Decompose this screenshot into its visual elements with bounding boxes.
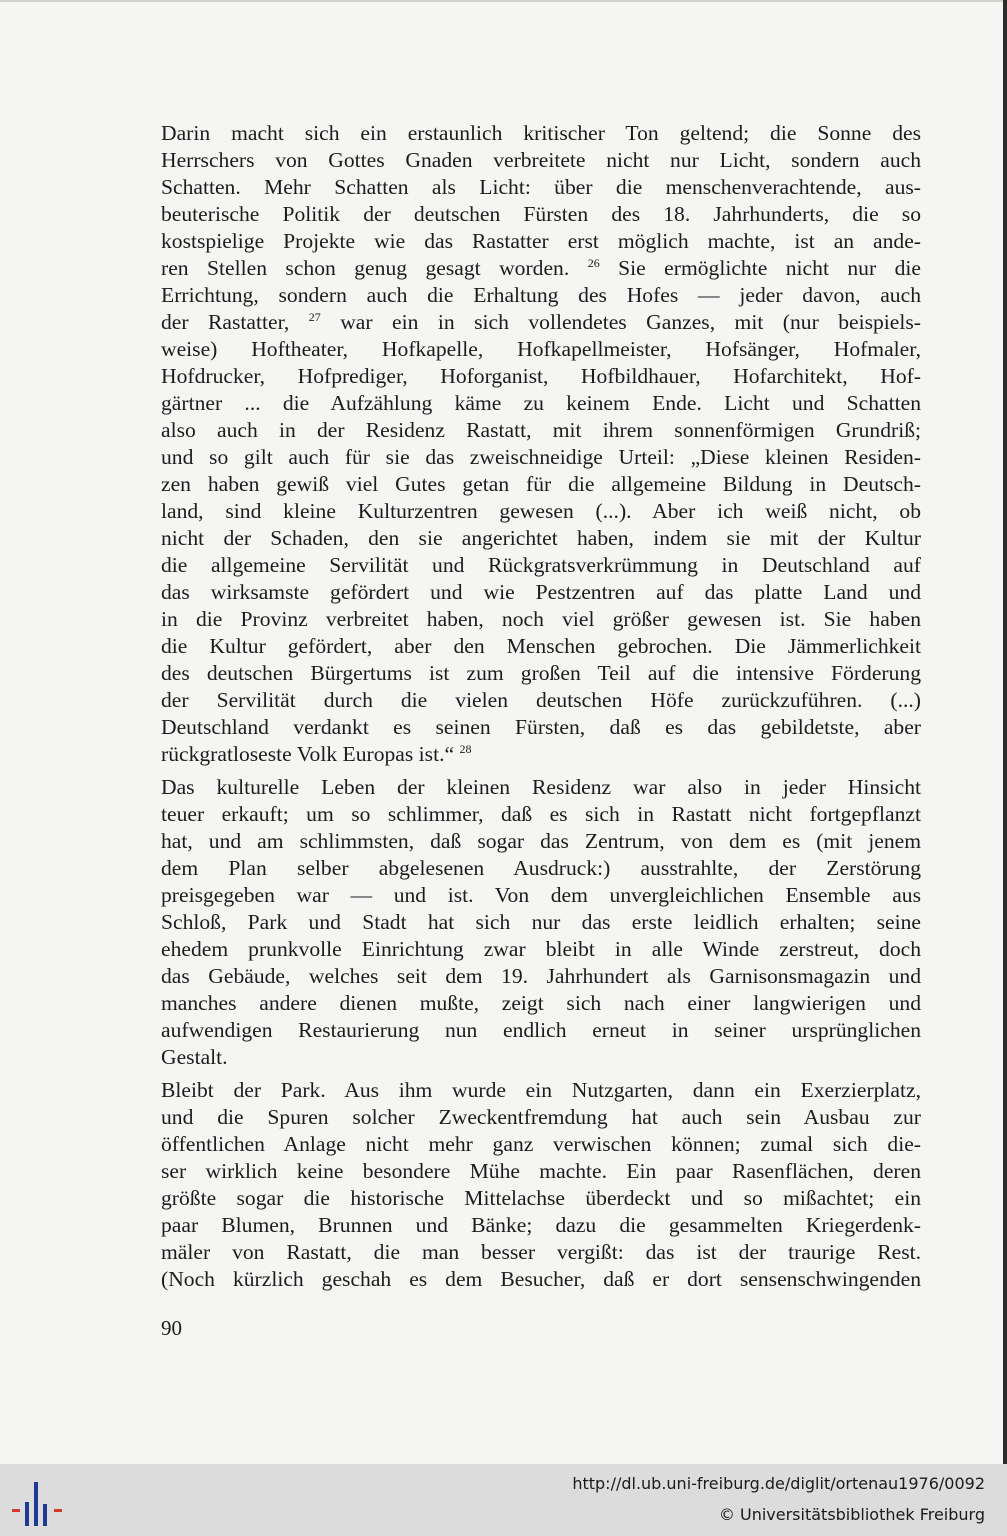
text-line: ser wirklich keine besondere Mühe machte. Ein paar Rasenflächen, deren: [161, 1159, 921, 1183]
text-line: des deutschen Bürgertums ist zum großen Teil auf die intensive Förderung: [161, 661, 921, 685]
page-number: 90: [161, 1316, 182, 1340]
text-line: die allgemeine Servilität und Rückgratsverkrümmung in Deutschland auf: [161, 553, 921, 577]
text-line: Darin macht sich ein erstaunlich kritischer Ton geltend; die Sonne des: [161, 121, 921, 145]
text-line: dem Plan selber abgelesenen Ausdruck:) ausstrahlte, der Zerstörung: [161, 856, 921, 880]
text-line: ehedem prunkvolle Einrichtung zwar bleibt in alle Winde zerstreut, doch: [161, 937, 921, 961]
text-line: der Servilität durch die vielen deutschen Höfe zurückzuführen. (...): [161, 688, 921, 712]
text-line: aufwendigen Restaurierung nun endlich erneut in seiner ursprünglichen: [161, 1018, 921, 1042]
text-line: größte sogar die historische Mittelachse überdeckt und so mißachtet; ein: [161, 1186, 921, 1210]
text-line: (Noch kürzlich geschah es dem Besucher, daß er dort sensenschwingenden: [161, 1267, 921, 1291]
copyright-notice: © Universitätsbibliothek Freiburg: [718, 1505, 985, 1524]
page-right-edge: [1003, 0, 1007, 1464]
text-line: Deutschland verdankt es seinen Fürsten, daß es das gebildetste, aber: [161, 715, 921, 739]
text-line: und so gilt auch für sie das zweischneidige Urteil: „Diese kleinen Residen-: [161, 445, 921, 469]
text-line: in die Provinz verbreitet haben, noch viel größer gewesen ist. Sie haben: [161, 607, 921, 631]
text-line: Schloß, Park und Stadt hat sich nur das erste leidlich erhalten; seine: [161, 910, 921, 934]
text-line: ren Stellen schon genug gesagt worden. $^{26}$ Sie ermöglichte nicht nur die: [161, 256, 921, 280]
paragraph: [161, 120, 921, 768]
text-line: Bleibt der Park. Aus ihm wurde ein Nutzgarten, dann ein Exerzierplatz,: [161, 1078, 921, 1102]
text-line: beuterische Politik der deutschen Fürsten des 18. Jahrhunderts, die so: [161, 202, 921, 226]
text-line: das Gebäude, welches seit dem 19. Jahrhundert als Garnisonsmagazin und: [161, 964, 921, 988]
footnote-ref: 27: [308, 310, 321, 324]
text-line: Hofdrucker, Hofprediger, Hoforganist, Hofbildhauer, Hofarchitekt, Hof-: [161, 364, 921, 388]
footnote-ref: 26: [587, 256, 600, 270]
text-line: gärtner ... die Aufzählung käme zu keinem Ende. Licht und Schatten: [161, 391, 921, 415]
paragraph: [161, 774, 921, 1071]
text-line: Schatten. Mehr Schatten als Licht: über die menschenverachtende, aus-: [161, 175, 921, 199]
footnote-ref: 28: [459, 742, 472, 756]
paragraph: [161, 1077, 921, 1293]
text-line: Herrschers von Gottes Gnaden verbreitete nicht nur Licht, sondern auch: [161, 148, 921, 172]
text-line: land, sind kleine Kulturzentren gewesen (...). Aber ich weiß nicht, ob: [161, 499, 921, 523]
text-line: mäler von Rastatt, die man besser vergißt: das ist der traurige Rest.: [161, 1240, 921, 1264]
text-line: paar Blumen, Brunnen und Bänke; dazu die gesammelten Kriegerdenk-: [161, 1213, 921, 1237]
text-line: und die Spuren solcher Zweckentfremdung hat auch sein Ausbau zur: [161, 1105, 921, 1129]
text-line: manches andere dienen mußte, zeigt sich nach einer langwierigen und: [161, 991, 921, 1015]
text-line: rückgratloseste Volk Europas ist.“ $^{28}$: [161, 742, 472, 766]
text-line: das wirksamste gefördert und wie Pestzentren auf das platte Land und: [161, 580, 921, 604]
text-line: nicht der Schaden, den sie angerichtet haben, indem sie mit der Kultur: [161, 526, 921, 550]
text-line: Gestalt.: [161, 1045, 228, 1069]
text-line: kostspielige Projekte wie das Rastatter erst möglich machte, ist an ande-: [161, 229, 921, 253]
text-line: Das kulturelle Leben der kleinen Residenz war also in jeder Hinsicht: [161, 775, 921, 799]
text-line: die Kultur gefördert, aber den Menschen gebrochen. Die Jämmerlichkeit: [161, 634, 921, 658]
page-top-edge: [0, 0, 1007, 2]
text-line: öffentlichen Anlage nicht mehr ganz verwischen können; zumal sich die-: [161, 1132, 921, 1156]
text-line: hat, und am schlimmsten, daß sogar das Zentrum, von dem es (mit jenem: [161, 829, 921, 853]
text-line: preisgegeben war — und ist. Von dem unvergleichlichen Ensemble aus: [161, 883, 921, 907]
text-line: Errichtung, sondern auch die Erhaltung des Hofes — jeder davon, auch: [161, 283, 921, 307]
library-logo-icon: [10, 1474, 66, 1530]
text-line: also auch in der Residenz Rastatt, mit ihrem sonnenförmigen Grundriß;: [161, 418, 921, 442]
text-line: der Rastatter, $^{27}$ war ein in sich vollendetes Ganzes, mit (nur beispiels-: [161, 310, 921, 334]
text-line: teuer erkauft; um so schlimmer, daß es sich in Rastatt nicht fortgepflanzt: [161, 802, 921, 826]
text-line: zen haben gewiß viel Gutes getan für die allgemeine Bildung in Deutsch-: [161, 472, 921, 496]
permalink-url[interactable]: http://dl.ub.uni-freiburg.de/diglit/ortenau1976/0092: [572, 1474, 985, 1493]
body-text: [161, 120, 921, 1299]
text-line: weise) Hoftheater, Hofkapelle, Hofkapellmeister, Hofsänger, Hofmaler,: [161, 337, 921, 361]
